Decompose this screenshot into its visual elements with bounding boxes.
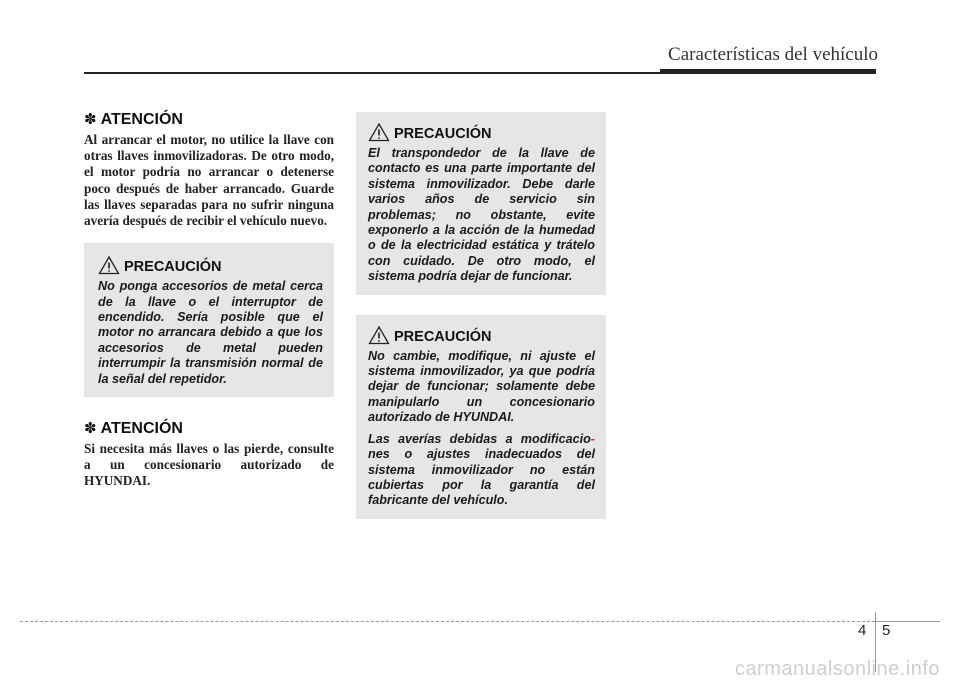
notice-title: ATENCIÓN	[100, 420, 183, 438]
notice-body: Si necesita más llaves o las pierde, consulte a un concesionario autorizado de HYUNDAI.	[84, 441, 334, 489]
warning-triangle-icon	[98, 255, 120, 275]
hyphen-mark: -	[590, 431, 595, 446]
star-icon: ✽	[84, 111, 97, 128]
caution-title: PRECAUCIÓN	[124, 259, 222, 276]
attention-notice	[84, 419, 334, 490]
header-rule-accent	[660, 69, 876, 73]
left-column	[84, 110, 334, 490]
page-number: 5	[882, 622, 891, 639]
attention-notice	[84, 110, 334, 229]
section-title: Características del vehículo	[668, 44, 878, 65]
caution-box	[356, 315, 606, 519]
star-icon: ✽	[84, 420, 97, 438]
chapter-number: 4	[858, 622, 867, 639]
right-column	[356, 112, 606, 519]
footer-rule	[20, 621, 875, 622]
caution-box	[84, 243, 334, 397]
caution-body: No ponga accesorios de metal cerca de la llave o el interruptor de encendido. Sería posible que el motor no arrancara debido a que los accesorios de metal pueden interrumpir la transmisión normal de la señal del repetidor.	[98, 279, 323, 386]
notice-title: ATENCIÓN	[100, 111, 183, 128]
caution-body: No cambie, modifique, ni ajuste el sistema inmovilizador, ya que podría dejar de funcionar; solamente debe manipularlo un concesionario autorizado de HYUNDAI.	[368, 348, 595, 425]
caution-title: PRECAUCIÓN	[394, 126, 492, 142]
caution-body: Las averías debidas a modificacio- nes o ajustes inadecuados del sistema inmovilizador no están cubiertas por la garantía del fabricante del vehículo.	[368, 431, 595, 508]
caution-title: PRECAUCIÓN	[394, 328, 492, 345]
warning-triangle-icon	[368, 122, 390, 142]
watermark: carmanualsonline.info	[734, 658, 940, 680]
caution-box	[356, 112, 606, 295]
notice-body: Al arrancar el motor, no utilice la llave con otras llaves inmovilizadoras. De otro modo, el motor podría no arrancar o detenerse poco después de haber arrancado. Guarde las llaves separadas para no sufrir ninguna avería después de recibir el vehículo nuevo.	[84, 132, 334, 229]
warning-triangle-icon	[368, 325, 390, 345]
caution-body: El transpondedor de la llave de contacto es una parte importante del sistema inmovilizador. Debe darle varios años de servicio sin problemas; no obstante, evite exponerlo a la acción de la humedad o de la electricidad estática y trátelo con cuidado. De otro modo, el sistema podría dejar de funcionar.	[368, 146, 595, 284]
